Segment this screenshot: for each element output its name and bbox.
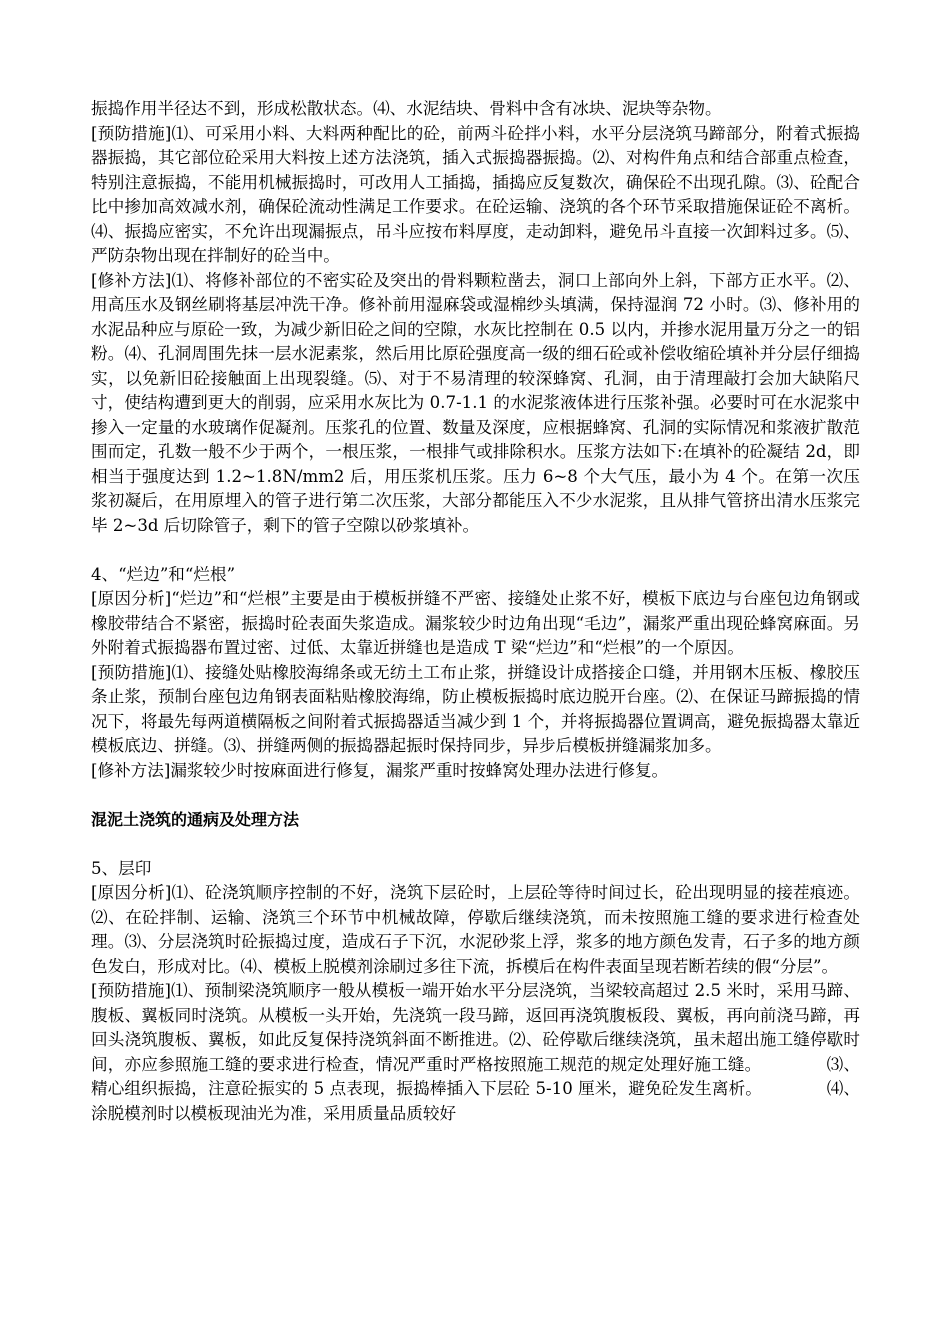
section-5-title: 5、层印: [91, 858, 152, 878]
paragraph-prevention-5: [预防措施]⑴、预制梁浇筑顺序一般从模板一端开始水平分层浇筑，当梁较高超过 2.5 米时，采用马蹄、腹板、翼板同时浇筑。从模板一头开始，先浇筑一段马蹄，返回再浇筑腹板段、翼板，再向前浇马蹄，再回头浇筑腹板、翼板，如此反复保持浇筑斜面不断推进。⑵、砼停歇后继续浇筑，虽未超出施工缝停歇时间，亦应参照施工缝的要求进行检查，情况严重时严格按照施工规范的规定处理好施工缝。 ⑶、精心组织振捣，注意砼振实的 5 点表现，振捣棒插入下层砼 5-10 厘米，避免砼发生离析。 ⑷、涂脱模剂时以模板现油光为准，采用质量品质较好: [91, 981, 860, 1123]
blank-line: [91, 538, 860, 563]
paragraph-prevention-4: [预防措施]⑴、接缝处贴橡胶海绵条或无纺土工布止浆，拼缝设计成搭接企口缝，并用钢木压板、橡胶压条止浆，预制台座包边角钢表面粘贴橡胶海绵，防止模板振捣时底边脱开台座。⑵、在保证马蹄振捣的情况下，将最先每两道横隔板之间附着式振捣器适当减少到 1 个，并将振捣器位置调高，避免振捣器太靠近模板底边、拼缝。⑶、拼缝两侧的振捣器起振时保持同步，异步后模板拼缝漏浆加多。: [91, 662, 860, 755]
paragraph-1: 振捣作用半径达不到，形成松散状态。⑷、水泥结块、骨料中含有冰块、泥块等杂物。: [91, 99, 722, 118]
section-heading: 混泥土浇筑的通病及处理方法: [91, 809, 300, 829]
paragraph-cause-5: [原因分析]⑴、砼浇筑顺序控制的不好，浇筑下层砼时，上层砼等待时间过长，砼出现明显的接茬痕迹。⑵、在砼拌制、运输、浇筑三个环节中机械故障，停歇后继续浇筑，而未按照施工缝的要求进行检查处理。⑶、分层浇筑时砼振捣过度，造成石子下沉，水泥砂浆上浮，浆多的地方颜色发青，石子多的地方颜色发白，形成对比。⑷、模板上脱模剂涂刷过多往下流，拆模后在构件表面呈现若断若续的假“分层”。: [91, 883, 860, 976]
blank-line: [91, 832, 860, 857]
paragraph-cause-4: [原因分析]“烂边”和“烂根”主要是由于模板拼缝不严密、接缝处止浆不好，模板下底边与台座包边角钢或橡胶带结合不紧密，振捣时砼表面失浆造成。漏浆较少时边角出现“毛边”，漏浆严重出现砼蜂窝麻面。另外附着式振捣器布置过密、过低、太靠近拼缝也是造成 T 梁“烂边”和“烂根”的一个原因。: [91, 589, 860, 657]
blank-line: [91, 783, 860, 808]
paragraph-repair-4: [修补方法]漏浆较少时按麻面进行修复，漏浆严重时按蜂窝处理办法进行修复。: [91, 760, 669, 780]
paragraph-prevention-3: [预防措施]⑴、可采用小料、大料两种配比的砼，前两斗砼拌小料，水平分层浇筑马蹄部分，附着式振捣器振捣，其它部位砼采用大料按上述方法浇筑，插入式振捣器振捣。⑵、对构件角点和结合部重点检查，特别注意振捣，不能用机械振捣时，可改用人工插捣，插捣应反复数次，确保砼不出现孔隙。⑶、砼配合比中掺加高效减水剂，确保砼流动性满足工作要求。在砼运输、浇筑的各个环节采取措施保证砼不离析。⑷、振捣应密实，不允许出现漏振点，吊斗应按布料厚度，走动卸料，避免吊斗直接一次卸料过多。⑸、严防杂物出现在拌制好的砼当中。: [91, 123, 860, 265]
section-4-title: 4、“烂边”和“烂根”: [91, 564, 236, 584]
paragraph-repair-3: [修补方法]⑴、将修补部位的不密实砼及突出的骨料颗粒凿去，洞口上部向外上斜，下部方正水平。⑵、用高压水及钢丝刷将基层冲洗干净。修补前用湿麻袋或湿棉纱头填满，保持湿润 72 小时。⑶、修补用的水泥品种应与原砼一致，为减少新旧砼之间的空隙，水灰比控制在 0.5 以内，并掺水泥用量万分之一的铝粉。⑷、孔洞周围先抹一层水泥素浆，然后用比原砼强度高一级的细石砼或补偿收缩砼填补并分层仔细捣实，以免新旧砼接触面上出现裂缝。⑸、对于不易清理的较深蜂窝、孔洞，由于清理敲打会加大缺陷尺寸，使结构遭到更大的削弱，应采用水灰比为 0.7-1.1 的水泥浆液体进行压浆补强。必要时可在水泥浆中掺入一定量的水玻璃作促凝剂。压浆孔的位置、数量及深度，应根据蜂窝、孔洞的实际情况和浆液扩散范围而定，孔数一般不少于两个，一根压浆，一根排气或排除积水。压浆方法如下:在填补的砼凝结 2d，即相当于强度达到 1.2~1.8N/mm2 后，用压浆机压浆。压力 6~8 个大气压，最小为 4 个。在第一次压浆初凝后，在用原埋入的管子进行第二次压浆，大部分都能压入不少水泥浆，且从排气管挤出清水压浆完毕 2~3d 后切除管子，剩下的管子空隙以砂浆填补。: [91, 270, 860, 535]
